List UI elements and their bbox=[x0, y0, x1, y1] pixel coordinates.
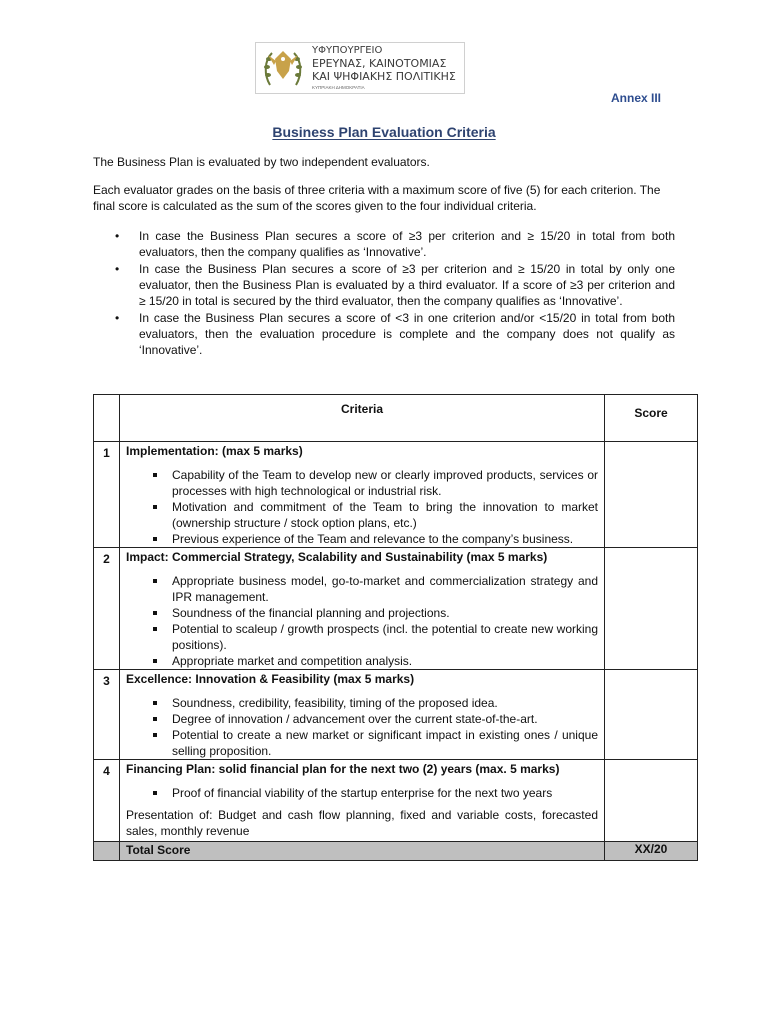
table-row bbox=[94, 548, 698, 670]
row-number: 1 bbox=[94, 442, 120, 548]
item-text: Capability of the Team to develop new or clearly improved products, services or processes with high technological or industrial risk. bbox=[172, 468, 598, 498]
condition-item bbox=[93, 310, 675, 358]
condition-list bbox=[93, 228, 675, 359]
list-item bbox=[126, 653, 598, 669]
score-cell[interactable] bbox=[605, 760, 698, 842]
square-bullet-icon bbox=[153, 473, 157, 477]
list-item bbox=[126, 531, 598, 547]
list-item bbox=[126, 785, 598, 801]
square-bullet-icon bbox=[153, 579, 157, 583]
item-text: Soundness of the financial planning and projections. bbox=[172, 606, 450, 620]
table-row bbox=[94, 760, 698, 842]
header-num bbox=[94, 395, 120, 442]
ministry-logo bbox=[255, 42, 465, 94]
item-text: Soundness, credibility, feasibility, timing of the proposed idea. bbox=[172, 696, 498, 710]
cyprus-emblem-icon bbox=[260, 45, 306, 91]
annex-label: Annex III bbox=[611, 91, 662, 105]
criterion-items bbox=[126, 467, 598, 547]
score-cell[interactable] bbox=[605, 442, 698, 548]
condition-item bbox=[93, 228, 675, 260]
list-item bbox=[126, 727, 598, 759]
list-item bbox=[126, 467, 598, 499]
score-cell[interactable] bbox=[605, 548, 698, 670]
list-item bbox=[126, 573, 598, 605]
intro-paragraph-2: Each evaluator grades on the basis of three criteria with a maximum score of five (5) for each criterion. The final score is calculated as the sum of the scores given to the four individual criteria. bbox=[93, 183, 661, 213]
criteria-table bbox=[93, 394, 698, 861]
total-label: Total Score bbox=[120, 842, 605, 861]
square-bullet-icon bbox=[153, 537, 157, 541]
criterion-heading: Impact: Commercial Strategy, Scalability and Sustainability (max 5 marks) bbox=[126, 550, 548, 564]
bullet-icon: • bbox=[115, 229, 120, 243]
condition-text: In case the Business Plan secures a score of <3 in one criterion and/or <15/20 in total from both evaluators, then the evaluation procedure is complete and the company does not qualify as ‘Innovative’. bbox=[139, 311, 675, 357]
condition-text: In case the Business Plan secures a score of ≥3 per criterion and ≥ 15/20 in total by only one evaluator, then the Business Plan is evaluated by a third evaluator. If a score of ≥3 per criterion and ≥ 15/20 in total is secured by the third evaluator, then the company qualifies as ‘Innovative’. bbox=[139, 262, 675, 308]
list-item bbox=[126, 695, 598, 711]
header-score: Score bbox=[605, 395, 698, 442]
total-score[interactable]: XX/20 bbox=[605, 842, 698, 861]
bullet-icon: • bbox=[115, 262, 120, 276]
square-bullet-icon bbox=[153, 627, 157, 631]
item-text: Potential to create a new market or significant impact in existing ones / unique selling proposition. bbox=[172, 728, 598, 758]
condition-item bbox=[93, 261, 675, 309]
item-text: Appropriate market and competition analysis. bbox=[172, 654, 413, 668]
item-text: Potential to scaleup / growth prospects (incl. the potential to create new working positions). bbox=[172, 622, 598, 652]
criterion-extra-text: Presentation of: Budget and cash flow planning, fixed and variable costs, forecasted sales, monthly revenue bbox=[126, 808, 598, 838]
total-row bbox=[94, 842, 698, 861]
item-text: Previous experience of the Team and relevance to the company’s business. bbox=[172, 532, 574, 546]
item-text: Motivation and commitment of the Team to bring the innovation to market (ownership structure / stock option plans, etc.) bbox=[172, 500, 598, 530]
item-text: Appropriate business model, go-to-market and commercialization strategy and IPR management. bbox=[172, 574, 598, 604]
logo-line-2: ΕΡΕΥΝΑΣ, ΚΑΙΝΟΤΟΜΙΑΣ bbox=[312, 57, 447, 70]
bullet-icon: • bbox=[115, 311, 120, 325]
header-criteria: Criteria bbox=[120, 395, 605, 442]
criterion-items bbox=[126, 785, 598, 801]
row-number: 3 bbox=[94, 670, 120, 760]
criterion-items bbox=[126, 573, 598, 669]
square-bullet-icon bbox=[153, 791, 157, 795]
list-item bbox=[126, 499, 598, 531]
logo-line-3: ΚΑΙ ΨΗΦΙΑΚΗΣ ΠΟΛΙΤΙΚΗΣ bbox=[312, 70, 456, 83]
square-bullet-icon bbox=[153, 701, 157, 705]
square-bullet-icon bbox=[153, 733, 157, 737]
score-cell[interactable] bbox=[605, 670, 698, 760]
square-bullet-icon bbox=[153, 611, 157, 615]
row-number: 2 bbox=[94, 548, 120, 670]
row-number: 4 bbox=[94, 760, 120, 842]
page-title-wrap bbox=[0, 124, 768, 142]
intro-paragraph-1: The Business Plan is evaluated by two independent evaluators. bbox=[93, 155, 430, 169]
criteria-cell bbox=[120, 548, 605, 670]
square-bullet-icon bbox=[153, 717, 157, 721]
criteria-cell bbox=[120, 442, 605, 548]
table-row bbox=[94, 670, 698, 760]
item-text: Proof of financial viability of the startup enterprise for the next two years bbox=[172, 786, 553, 800]
page-title: Business Plan Evaluation Criteria bbox=[272, 124, 496, 140]
list-item bbox=[126, 621, 598, 653]
criterion-heading: Implementation: (max 5 marks) bbox=[126, 444, 303, 458]
total-num-cell bbox=[94, 842, 120, 861]
logo-line-1: ΥΦΥΠΟΥΡΓΕΙΟ bbox=[312, 45, 383, 56]
criteria-cell bbox=[120, 670, 605, 760]
condition-text: In case the Business Plan secures a score of ≥3 per criterion and ≥ 15/20 in total from both evaluators, then the company qualifies as ‘Innovative’. bbox=[139, 229, 675, 259]
logo-line-4: ΚΥΠΡΙΑΚΗ ΔΗΜΟΚΡΑΤΙΑ bbox=[312, 85, 365, 90]
square-bullet-icon bbox=[153, 505, 157, 509]
criteria-cell bbox=[120, 760, 605, 842]
criterion-heading: Financing Plan: solid financial plan for the next two (2) years (max. 5 marks) bbox=[126, 762, 560, 776]
table-header-row bbox=[94, 395, 698, 442]
table-row bbox=[94, 442, 698, 548]
criterion-heading: Excellence: Innovation & Feasibility (max 5 marks) bbox=[126, 672, 415, 686]
square-bullet-icon bbox=[153, 659, 157, 663]
item-text: Degree of innovation / advancement over the current state-of-the-art. bbox=[172, 712, 538, 726]
list-item bbox=[126, 711, 598, 727]
list-item bbox=[126, 605, 598, 621]
criterion-items bbox=[126, 695, 598, 759]
